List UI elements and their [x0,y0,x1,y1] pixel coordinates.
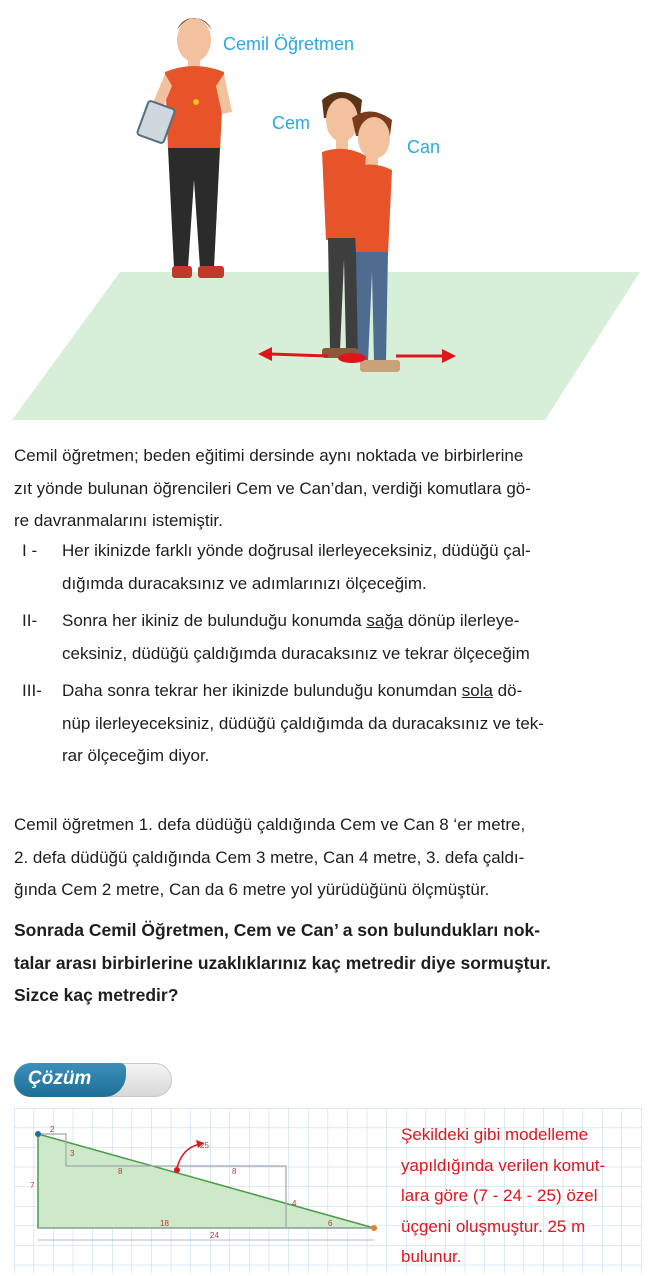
command-list [14,535,654,778]
item-text: Daha sonra tekrar her ikinizde bulunduğu konumdan [62,681,462,700]
label-7: 7 [30,1181,35,1190]
question-line: Sonrada Cemil Öğretmen, Cem ve Can’ a son bulundukları nok- [14,920,541,940]
label-6: 6 [328,1219,333,1228]
item-line: ceksiniz, düdüğü çaldığımda duracaksınız ve tekrar ölçeceğim [62,643,530,663]
solution-line: Şekildeki gibi modelleme [401,1125,589,1144]
solution-line: üçgeni oluşmuştur. 25 m [401,1216,586,1236]
label-8-right: 8 [232,1167,237,1176]
label-3: 3 [70,1149,75,1158]
corner-point [35,1131,41,1137]
command-item-3 [14,675,654,773]
intro-line: zıt yönde bulunan öğrencileri Cem ve Can’dan, verdiği komutlara gö- [14,478,531,498]
measurements-text [14,809,642,907]
illustration [0,0,657,425]
measurement-line: 2. defa düdüğü çaldığında Cem 3 metre, Can 4 metre, 3. defa çaldı- [14,847,525,867]
intro-line: Cemil öğretmen; beden eğitimi dersinde aynı noktada ve birbirlerine [14,446,524,465]
field-plane [12,272,640,420]
corner-point [371,1225,377,1231]
label-18: 18 [160,1219,169,1228]
solution-line: lara göre (7 - 24 - 25) özel [401,1186,598,1205]
item-line [62,605,654,638]
scene-drawing [0,0,657,425]
intro-line: re davranmalarını istemiştir. [14,511,223,530]
item-line [62,675,654,708]
label-24: 24 [210,1231,219,1240]
measurement-line: Cemil öğretmen 1. defa düdüğü çaldığında Cem ve Can 8 ‘er metre, [14,815,526,834]
question-text [14,914,654,1012]
solution-line: yapıldığında verilen komut- [401,1155,606,1175]
item-line: Her ikinizde farklı yönde doğrusal ilerleyeceksiniz, düdüğü çal- [62,541,531,560]
measurement-line: ğında Cem 2 metre, Can da 6 metre yol yürüdüğünü ölçmüştür. [14,880,490,899]
label-25: 25 [200,1141,209,1150]
item-text: dönüp ilerleye- [403,611,520,630]
can-label: Can [407,137,441,157]
item-number: III- [22,681,42,700]
item-text: Sonra her ikiniz de bulunduğu konumda [62,611,367,630]
solution-explanation [401,1120,641,1273]
item-number: I - [22,541,38,560]
teacher-label: Cemil Öğretmen [223,34,355,54]
item-line: dığımda duracaksınız ve adımlarınızı ölçeceğim. [62,573,427,593]
item-line: nüp ilerleyeceksiniz, düdüğü çaldığımda da duracaksınız ve tek- [62,713,544,733]
label-2: 2 [50,1125,55,1134]
badge-label: Çözüm [28,1068,92,1089]
question-line: Sizce kaç metredir? [14,985,179,1005]
teacher-figure [137,18,232,278]
item-text: dö- [492,681,523,700]
solution-line: bulunur. [401,1247,462,1266]
solution-badge [14,1063,172,1097]
underlined-word: sağa [366,611,404,630]
cem-label: Cem [272,113,311,133]
start-point-marker [338,353,366,363]
intro-paragraph [14,440,642,538]
item-number: II- [22,611,38,630]
command-item-2 [14,605,654,670]
command-item-1 [14,535,654,600]
label-8-left: 8 [118,1167,123,1176]
label-4: 4 [292,1199,297,1208]
item-line: rar ölçeceğim diyor. [62,746,210,765]
underlined-word: sola [461,681,493,700]
question-line: talar arası birbirlerine uzaklıklarınız kaç metredir diye sormuştur. [14,952,551,973]
